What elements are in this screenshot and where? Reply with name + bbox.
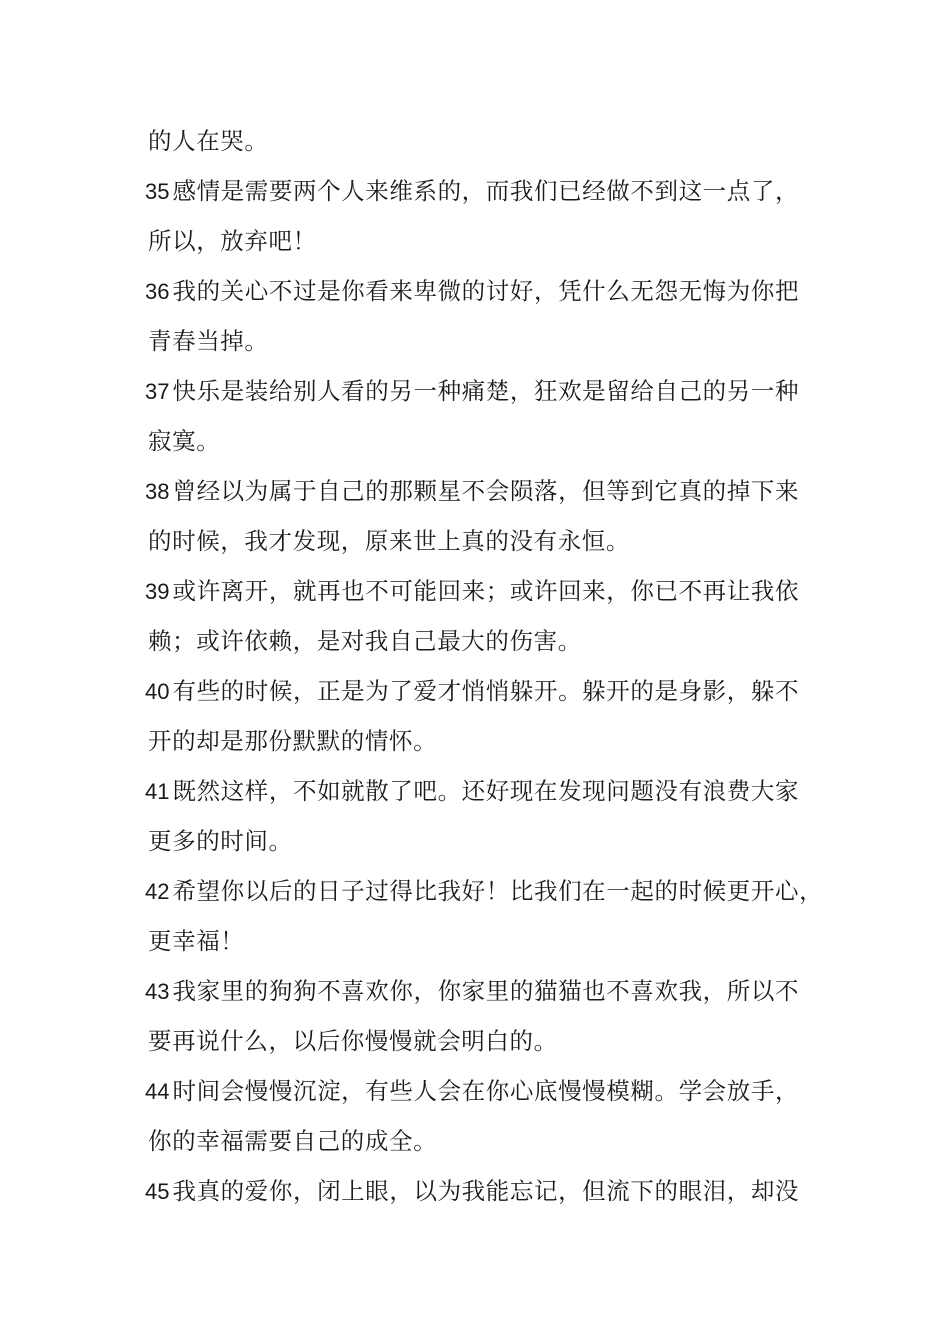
text-line bbox=[145, 416, 835, 466]
line-text: 开的却是那份默默的情怀。 bbox=[148, 727, 438, 755]
text-line bbox=[145, 366, 835, 416]
text-line bbox=[145, 116, 835, 166]
line-text: 曾经以为属于自己的那颗星不会陨落，但等到它真的掉下来 bbox=[172, 477, 800, 505]
line-number: 44 bbox=[145, 1079, 170, 1104]
text-line bbox=[145, 266, 835, 316]
text-line bbox=[145, 466, 835, 516]
text-line bbox=[145, 1166, 835, 1216]
line-text: 的人在哭。 bbox=[148, 127, 269, 155]
line-number: 40 bbox=[145, 679, 170, 704]
line-text: 更幸福！ bbox=[148, 927, 245, 955]
line-text: 赖；或许依赖，是对我自己最大的伤害。 bbox=[148, 627, 582, 655]
line-number: 39 bbox=[145, 579, 170, 604]
line-text: 寂寞。 bbox=[148, 427, 221, 455]
line-text: 时间会慢慢沉淀，有些人会在你心底慢慢模糊。学会放手， bbox=[172, 1077, 800, 1105]
line-text: 希望你以后的日子过得比我好！比我们在一起的时候更开心， bbox=[172, 877, 824, 905]
text-line bbox=[145, 666, 835, 716]
line-text: 快乐是装给别人看的另一种痛楚，狂欢是留给自己的另一种 bbox=[172, 377, 800, 405]
text-line bbox=[145, 516, 835, 566]
text-line bbox=[145, 316, 835, 366]
line-number: 36 bbox=[145, 279, 170, 304]
line-text: 的时候，我才发现，原来世上真的没有永恒。 bbox=[148, 527, 630, 555]
line-number: 35 bbox=[145, 179, 170, 204]
text-line bbox=[145, 166, 835, 216]
text-line bbox=[145, 766, 835, 816]
line-number: 42 bbox=[145, 879, 170, 904]
text-line bbox=[145, 966, 835, 1016]
line-text: 或许离开，就再也不可能回来；或许回来，你已不再让我依 bbox=[172, 577, 800, 605]
text-line bbox=[145, 1116, 835, 1166]
text-line bbox=[145, 1066, 835, 1116]
text-line bbox=[145, 616, 835, 666]
line-text: 要再说什么，以后你慢慢就会明白的。 bbox=[148, 1027, 558, 1055]
line-text: 我家里的狗狗不喜欢你，你家里的猫猫也不喜欢我，所以不 bbox=[172, 977, 800, 1005]
line-text: 感情是需要两个人来维系的，而我们已经做不到这一点了， bbox=[172, 177, 800, 205]
text-line bbox=[145, 1016, 835, 1066]
text-line bbox=[145, 816, 835, 866]
text-line bbox=[145, 916, 835, 966]
text-line bbox=[145, 216, 835, 266]
line-text: 青春当掉。 bbox=[148, 327, 269, 355]
line-text: 所以，放弃吧！ bbox=[148, 227, 317, 255]
line-number: 38 bbox=[145, 479, 170, 504]
line-number: 43 bbox=[145, 979, 170, 1004]
text-line bbox=[145, 716, 835, 766]
line-text: 既然这样，不如就散了吧。还好现在发现问题没有浪费大家 bbox=[172, 777, 800, 805]
line-text: 你的幸福需要自己的成全。 bbox=[148, 1127, 438, 1155]
line-number: 37 bbox=[145, 379, 170, 404]
line-text: 我真的爱你，闭上眼，以为我能忘记，但流下的眼泪，却没 bbox=[172, 1177, 800, 1205]
line-number: 41 bbox=[145, 779, 170, 804]
line-text: 更多的时间。 bbox=[148, 827, 293, 855]
line-text: 有些的时候，正是为了爱才悄悄躲开。躲开的是身影，躲不 bbox=[172, 677, 800, 705]
text-line bbox=[145, 566, 835, 616]
line-text: 我的关心不过是你看来卑微的讨好，凭什么无怨无悔为你把 bbox=[172, 277, 800, 305]
document-body bbox=[145, 116, 835, 1216]
line-number: 45 bbox=[145, 1179, 170, 1204]
text-line bbox=[145, 866, 835, 916]
